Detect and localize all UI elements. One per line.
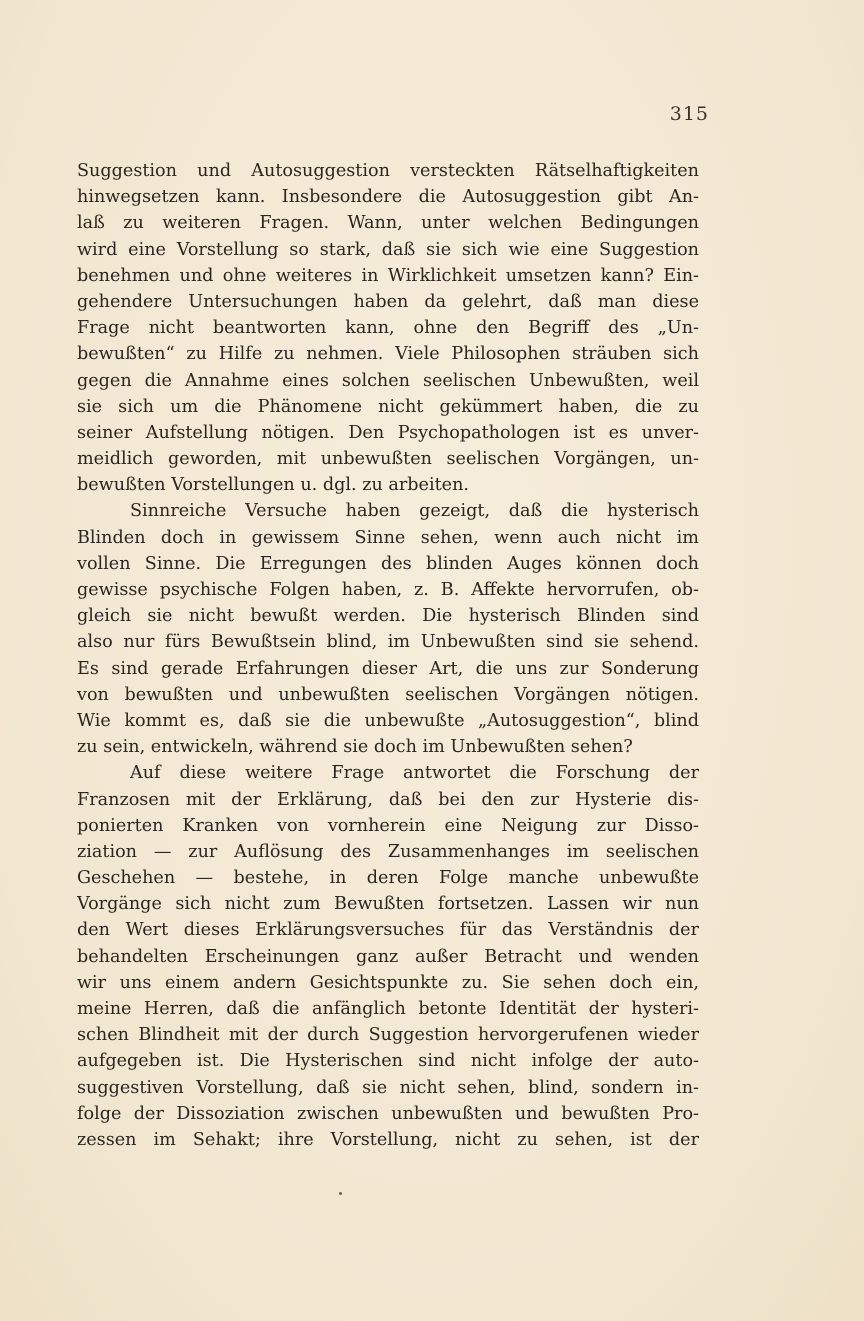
text-line: seiner Aufstellung nötigen. Den Psychopathologen ist es unver- bbox=[77, 422, 699, 443]
page-number: 315 bbox=[669, 103, 709, 125]
paragraph bbox=[77, 158, 699, 498]
body-text bbox=[77, 158, 699, 1153]
text-line: sie sich um die Phänomene nicht gekümmert haben, die zu bbox=[77, 396, 699, 417]
text-line: gleich sie nicht bewußt werden. Die hysterisch Blinden sind bbox=[77, 606, 699, 627]
text-line: aufgegeben ist. Die Hysterischen sind nicht infolge der auto- bbox=[77, 1051, 699, 1072]
text-line: Geschehen — bestehe, in deren Folge manche unbewußte bbox=[77, 868, 699, 889]
text-line: wird eine Vorstellung so stark, daß sie sich wie eine Suggestion bbox=[77, 239, 699, 260]
text-line: bewußten Vorstellungen u. dgl. zu arbeiten. bbox=[77, 475, 469, 496]
text-line: suggestiven Vorstellung, daß sie nicht sehen, blind, sondern in- bbox=[77, 1077, 699, 1098]
text-line: Frage nicht beantworten kann, ohne den Begriff des „Un- bbox=[77, 318, 699, 339]
text-line: Suggestion und Autosuggestion versteckten Rätselhaftigkeiten bbox=[77, 161, 699, 181]
text-line: zu sein, entwickeln, während sie doch im Unbewußten sehen? bbox=[77, 737, 633, 758]
text-line: ziation — zur Auflösung des Zusammenhanges im seelischen bbox=[77, 841, 699, 862]
text-line: Auf diese weitere Frage antwortet die Forschung der bbox=[130, 763, 699, 784]
text-line: ponierten Kranken von vornherein eine Neigung zur Disso- bbox=[77, 815, 699, 836]
text-line: meidlich geworden, mit unbewußten seelischen Vorgängen, un- bbox=[77, 449, 699, 470]
text-line: Blinden doch in gewissem Sinne sehen, wenn auch nicht im bbox=[77, 527, 699, 548]
text-line: also nur fürs Bewußtsein blind, im Unbewußten sind sie sehend. bbox=[77, 632, 699, 653]
paper-speck bbox=[339, 1192, 342, 1195]
text-line: gewisse psychische Folgen haben, z. B. Affekte hervorrufen, ob- bbox=[77, 580, 699, 600]
text-line: behandelten Erscheinungen ganz außer Betracht und wenden bbox=[77, 946, 699, 967]
text-line: meine Herren, daß die anfänglich betonte Identität der hysteri- bbox=[77, 999, 699, 1019]
text-line: zessen im Sehakt; ihre Vorstellung, nicht zu sehen, ist der bbox=[77, 1129, 699, 1150]
text-line: gehendere Untersuchungen haben da gelehrt, daß man diese bbox=[77, 291, 699, 312]
text-line: schen Blindheit mit der durch Suggestion hervorgerufenen wieder bbox=[77, 1025, 699, 1046]
text-line: gegen die Annahme eines solchen seelischen Unbewußten, weil bbox=[77, 370, 699, 391]
text-line: wir uns einem andern Gesichtspunkte zu. Sie sehen doch ein, bbox=[77, 972, 699, 993]
text-line: vollen Sinne. Die Erregungen des blinden Auges können doch bbox=[77, 553, 699, 574]
text-line: Sinnreiche Versuche haben gezeigt, daß die hysterisch bbox=[130, 501, 699, 522]
text-line: Es sind gerade Erfahrungen dieser Art, die uns zur Sonderung bbox=[77, 658, 699, 679]
paragraph bbox=[77, 760, 699, 1153]
text-line: folge der Dissoziation zwischen unbewußten und bewußten Pro- bbox=[77, 1103, 699, 1124]
paragraph bbox=[77, 498, 699, 760]
text-line: bewußten“ zu Hilfe zu nehmen. Viele Philosophen sträuben sich bbox=[77, 344, 699, 365]
text-line: den Wert dieses Erklärungsversuches für das Verständnis der bbox=[77, 920, 699, 941]
text-line: benehmen und ohne weiteres in Wirklichkeit umsetzen kann? Ein- bbox=[77, 265, 699, 286]
text-line: Franzosen mit der Erklärung, daß bei den zur Hysterie dis- bbox=[77, 789, 699, 810]
text-line: von bewußten und unbewußten seelischen Vorgängen nötigen. bbox=[77, 684, 699, 705]
text-line: laß zu weiteren Fragen. Wann, unter welchen Bedingungen bbox=[77, 213, 699, 234]
text-line: Vorgänge sich nicht zum Bewußten fortsetzen. Lassen wir nun bbox=[77, 894, 699, 915]
text-line: hinwegsetzen kann. Insbesondere die Autosuggestion gibt An- bbox=[77, 187, 699, 208]
text-line: Wie kommt es, daß sie die unbewußte „Autosuggestion“, blind bbox=[77, 710, 699, 731]
